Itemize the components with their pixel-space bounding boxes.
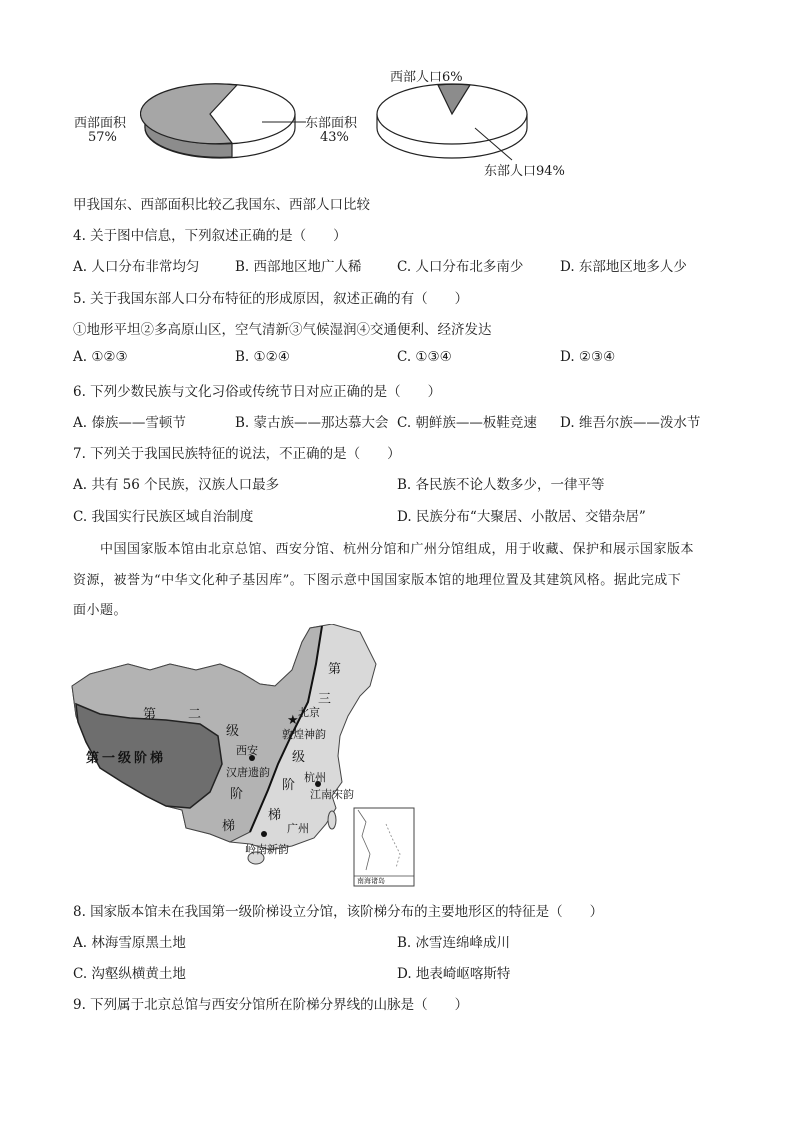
pie-pop-east-label: 东部人口94% — [484, 164, 565, 179]
pie-area-east-leader — [262, 118, 306, 126]
map-taiwan — [328, 811, 336, 829]
q6-option-a[interactable]: A. 傣族——雪顿节 — [73, 415, 186, 431]
map-label-guangzhou: 广州 — [287, 822, 309, 835]
pie-area-east-pct: 43% — [320, 130, 349, 145]
q4-stem: 4. 关于图中信息，下列叙述正确的是（ ） — [73, 228, 347, 244]
q6-stem: 6. 下列少数民族与文化习俗或传统节日对应正确的是（ ） — [73, 384, 442, 400]
map-label-step-1: 第一级阶梯 — [86, 751, 167, 766]
q6-option-c[interactable]: C. 朝鲜族——板鞋竞速 — [397, 415, 537, 431]
q7-option-d[interactable]: D. 民族分布“大聚居、小散居、交错杂居” — [397, 509, 646, 525]
map-guangzhou-dot — [261, 831, 267, 837]
q5-option-a[interactable]: A. ①②③ — [73, 349, 128, 365]
map-beijing-star: ★ — [287, 713, 299, 728]
pie-area-east-label: 东部面积 — [305, 116, 358, 131]
q4-option-d[interactable]: D. 东部地区地多人少 — [560, 259, 687, 275]
q7-option-c[interactable]: C. 我国实行民族区域自治制度 — [73, 509, 254, 525]
passage-line-3: 面小题。 — [73, 603, 128, 618]
q5-option-d[interactable]: D. ②③④ — [560, 349, 616, 365]
map-label-step-2-c: 级 — [226, 724, 240, 739]
passage-line-1: 中国国家版本馆由北京总馆、西安分馆、杭州分馆和广州分馆组成，用于收藏、保护和展示国家版本 — [100, 542, 695, 557]
pie-pop-graphic — [372, 78, 532, 164]
map-label-hangzhou: 杭州 — [304, 771, 326, 784]
q5-option-c[interactable]: C. ①③④ — [397, 349, 452, 365]
q4-option-a[interactable]: A. 人口分布非常均匀 — [73, 259, 200, 275]
figure-caption: 甲我国东、西部面积比较乙我国东、西部人口比较 — [73, 197, 370, 213]
q8-option-d[interactable]: D. 地表崎岖喀斯特 — [397, 966, 511, 982]
map-label-step-3-a: 第 — [328, 662, 342, 677]
q5-option-b[interactable]: B. ①②④ — [235, 349, 290, 365]
q6-option-d[interactable]: D. 维吾尔族——泼水节 — [560, 415, 701, 431]
map-label-step-3-b: 三 — [318, 692, 332, 707]
map-label-xian-style: 汉唐遗韵 — [226, 766, 270, 779]
q8-option-a[interactable]: A. 林海雪原黑土地 — [73, 935, 186, 951]
q4-option-c[interactable]: C. 人口分布北多南少 — [397, 259, 524, 275]
map-label-step-2-b: 二 — [188, 707, 202, 722]
map-inset-label: 南海诸岛 — [357, 877, 385, 885]
q8-option-b[interactable]: B. 冰雪连绵峰成川 — [397, 935, 511, 951]
pie-area-west-pct: 57% — [88, 130, 117, 145]
map-label-step-2-a: 第 — [143, 707, 157, 722]
q7-stem: 7. 下列关于我国民族特征的说法，不正确的是（ ） — [73, 446, 401, 462]
passage-line-2: 资源，被誉为“中华文化种子基因库”。下图示意中国国家版本馆的地理位置及其建筑风格。据此完成下 — [73, 573, 682, 588]
q6-option-b[interactable]: B. 蒙古族——那达慕大会 — [235, 415, 389, 431]
q8-option-c[interactable]: C. 沟壑纵横黄土地 — [73, 966, 186, 982]
q7-option-a[interactable]: A. 共有 56 个民族，汉族人口最多 — [73, 477, 280, 493]
map-inset-box — [354, 808, 414, 886]
q5-items: ①地形平坦②多高原山区，空气清新③气候湿润④交通便利、经济发达 — [73, 322, 492, 338]
q9-stem: 9. 下列属于北京总馆与西安分馆所在阶梯分界线的山脉是（ ） — [73, 997, 469, 1013]
pie-area-west-label: 西部面积 — [74, 116, 127, 131]
q8-stem: 8. 国家版本馆未在我国第一级阶梯设立分馆，该阶梯分布的主要地形区的特征是（ ） — [73, 904, 604, 920]
q4-option-b[interactable]: B. 西部地区地广人稀 — [235, 259, 362, 275]
map-label-beijing: 北京 — [298, 706, 320, 719]
map-label-step-2-d: 阶 — [230, 787, 244, 802]
map-label-step-3-d: 阶 — [282, 778, 296, 793]
map-label-guangzhou-style: 岭南新韵 — [245, 843, 289, 856]
q5-stem: 5. 关于我国东部人口分布特征的形成原因，叙述正确的有（ ） — [73, 291, 469, 307]
map-label-beijing-style: 敦煌神韵 — [282, 728, 326, 741]
q7-option-b[interactable]: B. 各民族不论人数多少，一律平等 — [397, 477, 605, 493]
map-label-step-2-e: 梯 — [222, 819, 236, 834]
map-label-xian: 西安 — [236, 744, 258, 757]
map-label-hangzhou-style: 江南宋韵 — [310, 788, 354, 801]
map-label-step-3-e: 梯 — [268, 808, 282, 823]
pie-pop-west-label: 西部人口6% — [390, 70, 463, 85]
map-label-step-3-c: 级 — [292, 750, 306, 765]
